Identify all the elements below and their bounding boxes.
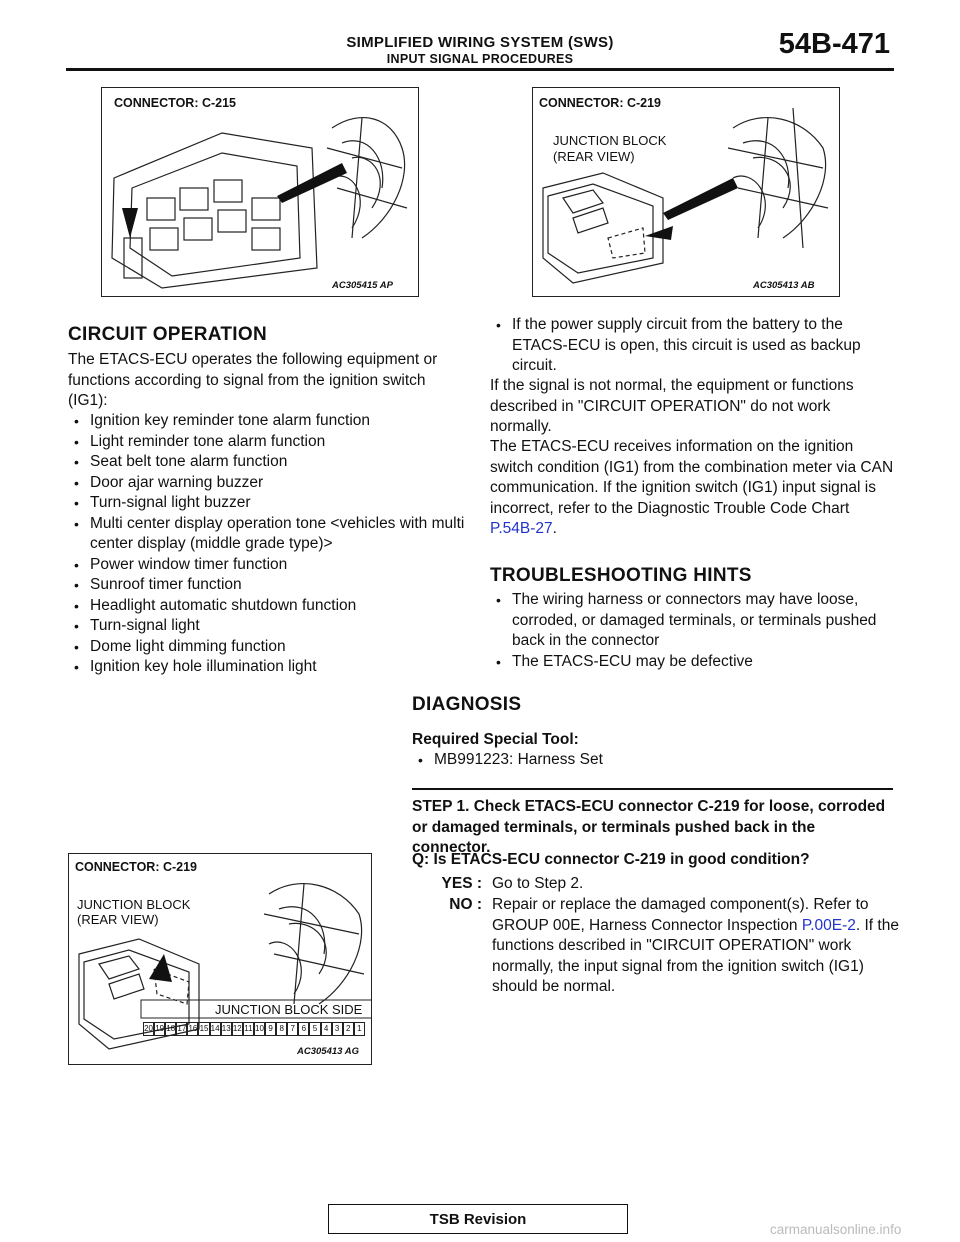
list-item: • Dome light dimming function (68, 637, 473, 658)
diagnosis-heading: DIAGNOSIS (412, 694, 522, 715)
circuit-operation-para2 (490, 437, 895, 540)
terminal-number: 5 (309, 1022, 320, 1036)
troubleshooting-heading: TROUBLESHOOTING HINTS (490, 565, 752, 586)
terminal-number: 10 (254, 1022, 265, 1036)
terminal-number: 18 (165, 1022, 176, 1036)
figure-label: CONNECTOR: C-219 (75, 860, 198, 874)
figure-code: AC305413 AB (753, 280, 815, 291)
junction-block-side-label: JUNCTION BLOCK SIDE (215, 1002, 363, 1017)
list-item: • If the power supply circuit from the battery to the ETACS-ECU is open, this circuit is used as backup circuit. (490, 315, 895, 377)
terminal-number: 19 (154, 1022, 165, 1036)
list-item: • The ETACS-ECU may be defective (490, 652, 895, 673)
circuit-operation-heading: CIRCUIT OPERATION (68, 324, 267, 345)
list-item: • Turn-signal light (68, 616, 473, 637)
special-tool-label: Required Special Tool: (412, 731, 579, 748)
terminal-number: 11 (243, 1022, 254, 1036)
terminal-number: 7 (287, 1022, 298, 1036)
list-item: • Light reminder tone alarm function (68, 432, 473, 453)
list-item: • MB991223: Harness Set (412, 750, 892, 771)
figure-note: JUNCTION BLOCK (77, 897, 191, 912)
tsb-revision-box (328, 1204, 628, 1234)
para2-text: The ETACS-ECU receives information on the ignition switch condition (IG1) from the combination meter via CAN communication. If the ignition switch (IG1) input signal is incorrect, refer to the Diagnostic Trouble Code Chart (490, 438, 894, 517)
answer-no (420, 895, 900, 1005)
terminal-number: 1 (354, 1022, 365, 1036)
para2-end: . (552, 520, 557, 537)
no-text-part1: Repair or replace the damaged component(s). Refer to GROUP 00E, Harness Connector Inspection (492, 896, 869, 934)
list-item: • Power window timer function (68, 555, 473, 576)
no-text-part2: . If the functions described in "CIRCUIT OPERATION" work normally, the input signal from the ignition switch (IG1) should be normal. (492, 916, 899, 995)
yes-text: Go to Step 2. (492, 875, 584, 892)
terminal-number: 12 (232, 1022, 243, 1036)
circuit-operation-right-list (490, 315, 895, 377)
figure-connector-c219-bottom (68, 853, 372, 1065)
terminal-number: 3 (332, 1022, 343, 1036)
list-item: • Ignition key reminder tone alarm function (68, 411, 473, 432)
terminal-number: 15 (198, 1022, 209, 1036)
circuit-operation-intro: The ETACS-ECU operates the following equipment or functions according to signal from the ignition switch (IG1): (68, 351, 438, 409)
terminal-strip (143, 1022, 365, 1036)
no-key: NO : (449, 896, 482, 913)
figure-connector-c219-top (532, 87, 840, 297)
troubleshooting-list (490, 590, 895, 672)
list-item: • Turn-signal light buzzer (68, 493, 473, 514)
terminal-number: 14 (210, 1022, 221, 1036)
header-divider (66, 68, 894, 71)
list-item: • The wiring harness or connectors may have loose, corroded, or damaged terminals, or terminals pushed back in the connector (490, 590, 895, 652)
list-item: • Headlight automatic shutdown function (68, 596, 473, 617)
list-item: • Sunroof timer function (68, 575, 473, 596)
connector-c215-illustration (102, 88, 419, 297)
terminal-number: 8 (276, 1022, 287, 1036)
step-1-question: Q: Is ETACS-ECU connector C-219 in good condition? (412, 851, 810, 868)
terminal-number: 20 (143, 1022, 154, 1036)
list-item: • Multi center display operation tone <vehicles with multi center display (middle grade type)> (68, 514, 473, 555)
figure-note: (REAR VIEW) (553, 149, 635, 164)
list-item: • Seat belt tone alarm function (68, 452, 473, 473)
figure-code: AC305415 AP (332, 280, 393, 291)
circuit-operation-list (68, 411, 473, 678)
answer-yes (420, 874, 900, 895)
terminal-number: 2 (343, 1022, 354, 1036)
figure-code: AC305413 AG (297, 1046, 359, 1057)
no-text (492, 895, 902, 998)
circuit-operation-para1: If the signal is not normal, the equipment or functions described in "CIRCUIT OPERATION" do not work normally. (490, 377, 854, 435)
figure-note: (REAR VIEW) (77, 912, 159, 927)
list-item: • Ignition key hole illumination light (68, 657, 473, 678)
terminal-number: 13 (221, 1022, 232, 1036)
connector-c219-illustration (533, 88, 840, 297)
figure-connector-c215 (101, 87, 419, 297)
figure-label: CONNECTOR: C-219 (539, 96, 662, 110)
page-number: 54B-471 (778, 28, 890, 60)
dtc-chart-link[interactable]: P.54B-27 (490, 520, 553, 537)
watermark: carmanualsonline.info (770, 1222, 902, 1237)
header-subtitle: INPUT SIGNAL PROCEDURES (386, 52, 574, 66)
harness-inspection-link[interactable]: P.00E-2 (801, 916, 856, 934)
yes-key: YES : (441, 875, 482, 892)
terminal-number: 16 (187, 1022, 198, 1036)
tsb-revision-label: TSB Revision (429, 1211, 527, 1228)
step-1-title: STEP 1. Check ETACS-ECU connector C-219 for loose, corroded or damaged terminals, or terminals pushed back in the connector. (412, 798, 886, 856)
step-divider (412, 788, 893, 790)
terminal-number: 9 (265, 1022, 276, 1036)
terminal-number: 17 (176, 1022, 187, 1036)
figure-note: JUNCTION BLOCK (553, 133, 667, 148)
special-tool-list (412, 750, 892, 771)
figure-label: CONNECTOR: C-215 (114, 96, 237, 110)
list-item: • Door ajar warning buzzer (68, 473, 473, 494)
terminal-number: 4 (321, 1022, 332, 1036)
terminal-number: 6 (298, 1022, 309, 1036)
header-title: SIMPLIFIED WIRING SYSTEM (SWS) (346, 34, 614, 51)
